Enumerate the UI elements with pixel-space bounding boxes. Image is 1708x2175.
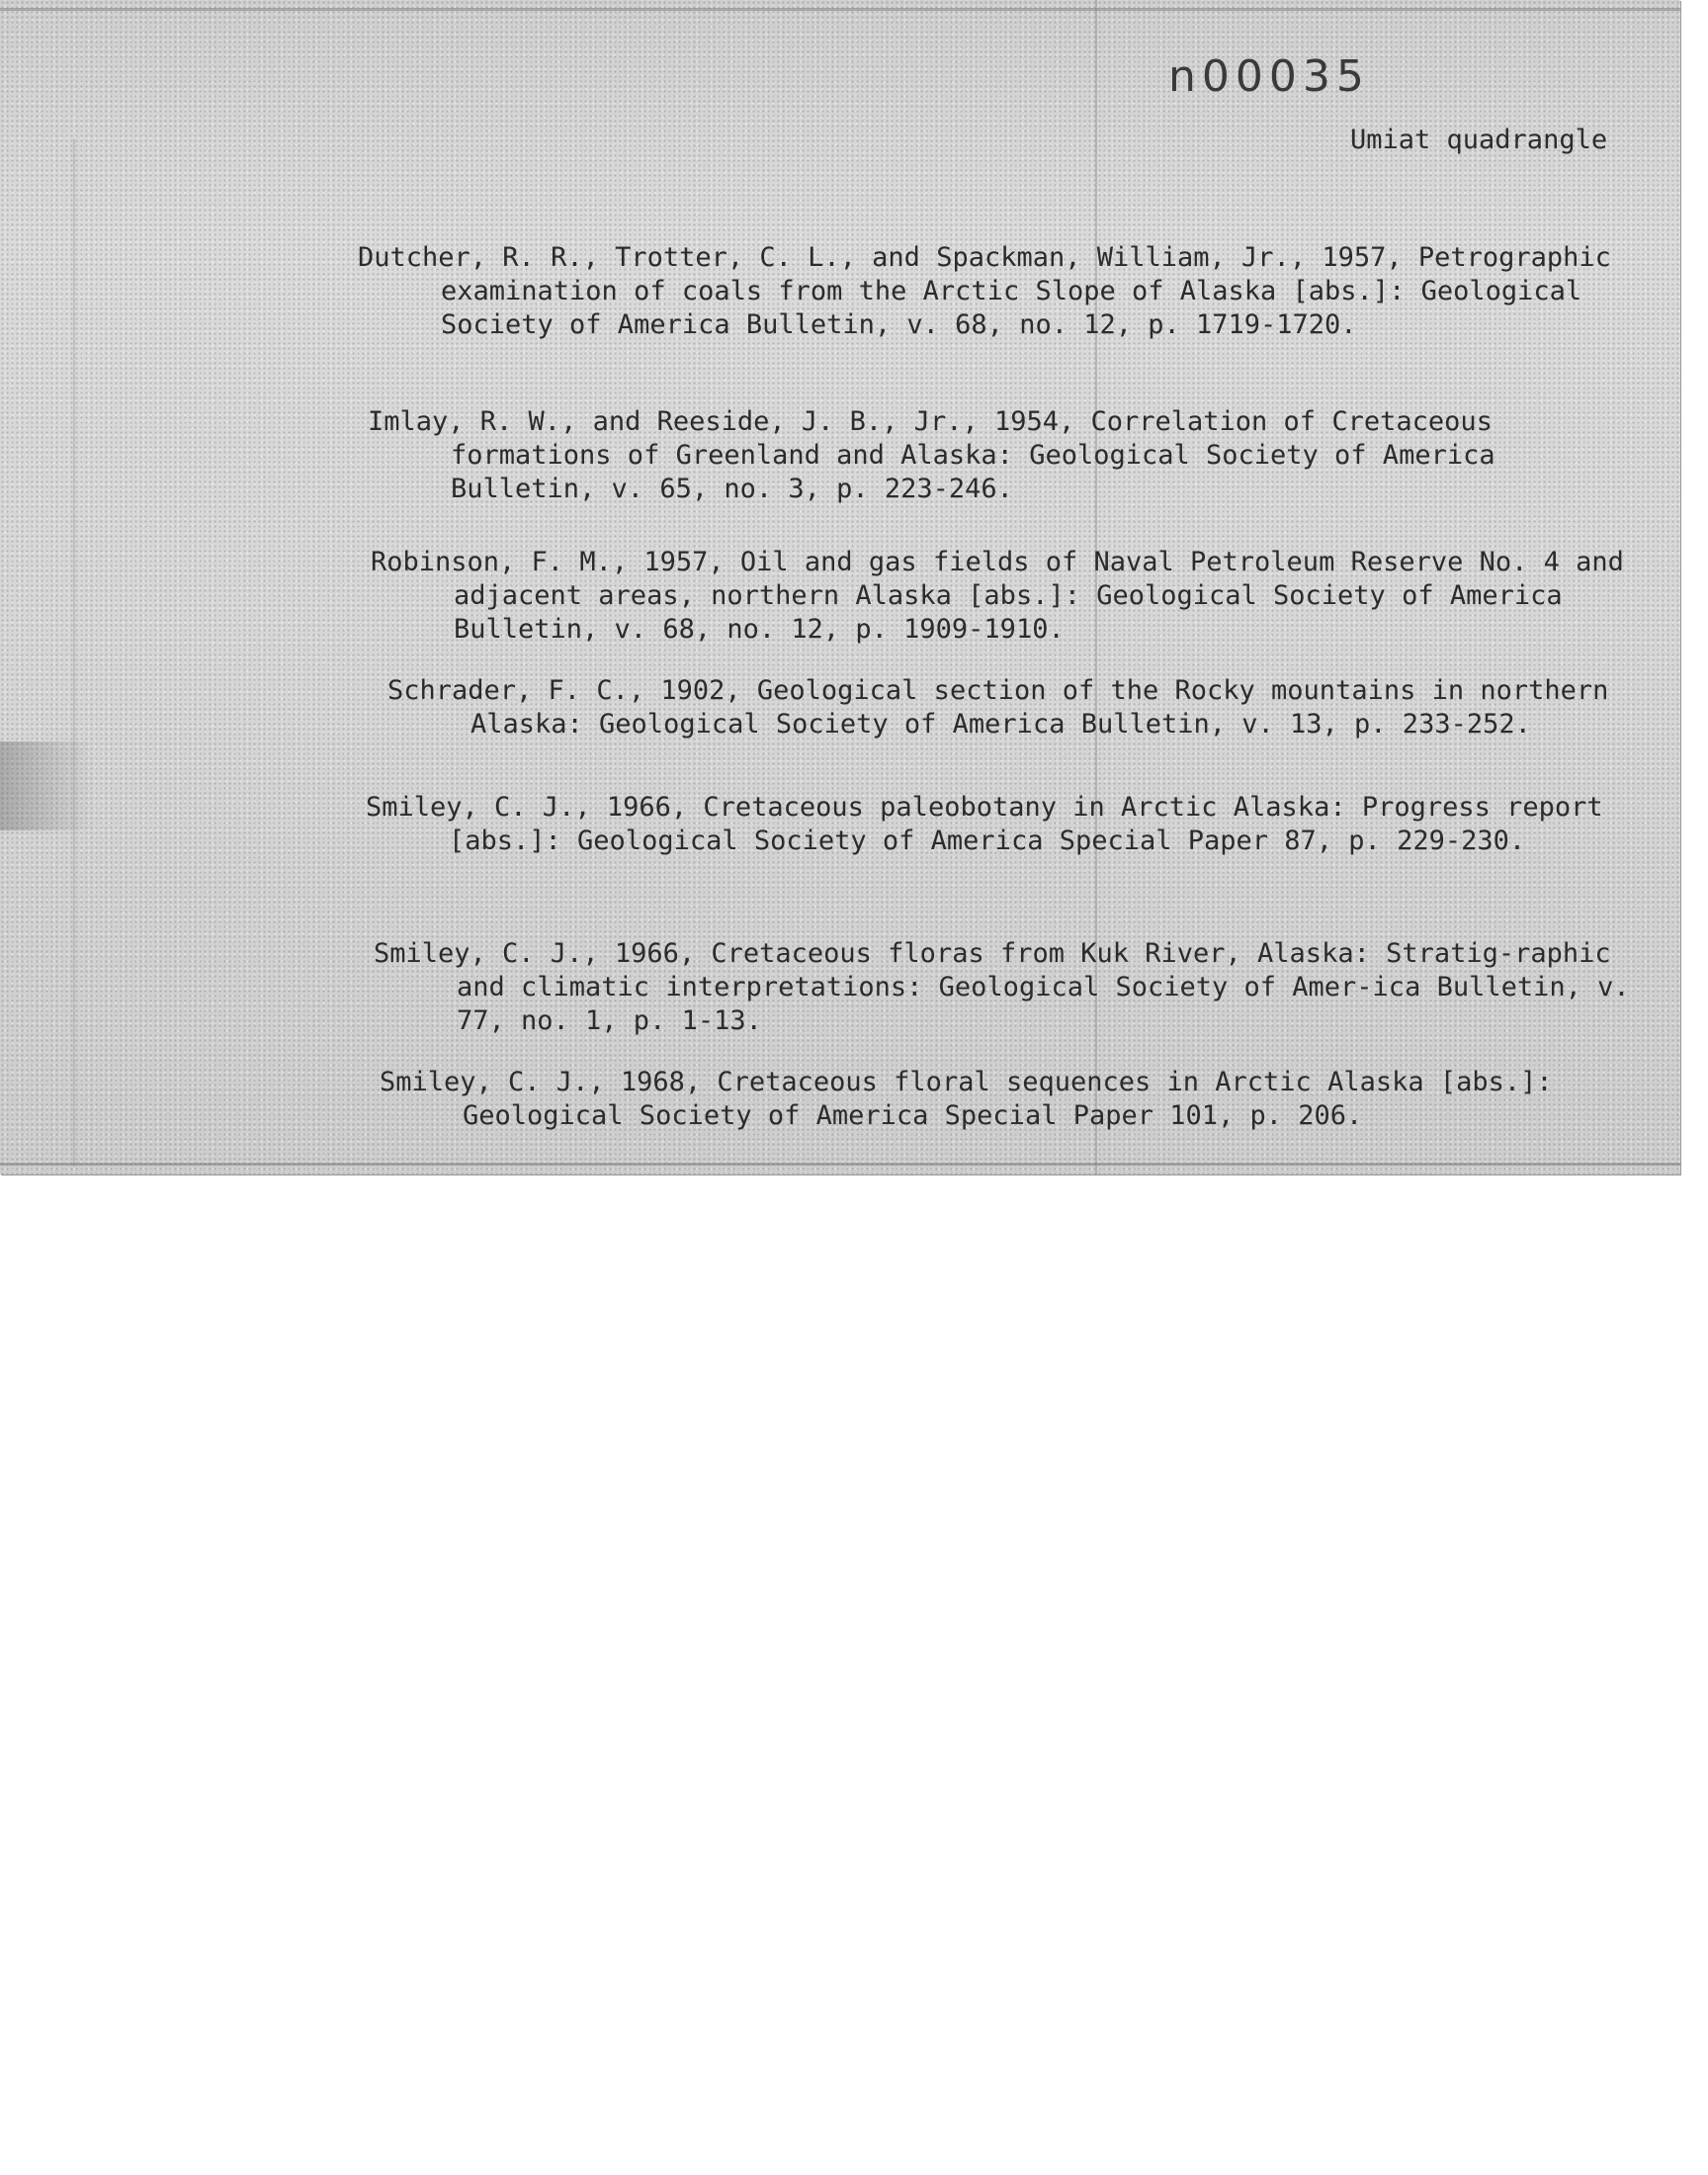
document-number: n00035 (1168, 51, 1370, 102)
reference-entry: Imlay, R. W., and Reeside, J. B., Jr., 1954, Correlation of Cretaceous formations of Greenland and Alaska: Geological Society of America Bulletin, v. 65, no. 3, p. 223-246. (368, 406, 1495, 504)
card-top-edge (0, 8, 1680, 11)
quadrangle-label: Umiat quadrangle (1350, 125, 1608, 155)
scan-smudge (0, 741, 94, 830)
card-bottom-edge (0, 1163, 1680, 1166)
reference-entry: Smiley, C. J., 1968, Cretaceous floral sequences in Arctic Alaska [abs.]: Geological Society of America Special Paper 101, p. 206. (380, 1067, 1553, 1131)
reference-entry: Schrader, F. C., 1902, Geological section of the Rocky mountains in northern Alaska: Geological Society of America Bulletin, v. 13, p. 233-252. (387, 675, 1609, 740)
reference-entry: Smiley, C. J., 1966, Cretaceous floras from Kuk River, Alaska: Stratig-raphic and climatic interpretations: Geological Society of Amer-ica Bulletin, v. 77, no. 1, p. 1-13. (374, 938, 1630, 1036)
reference-entry: Robinson, F. M., 1957, Oil and gas fields of Naval Petroleum Reserve No. 4 and adjacent areas, northern Alaska [abs.]: Geological Society of America Bulletin, v. 68, no. 12, p. 1909-1910. (371, 547, 1624, 645)
left-margin-line (73, 138, 75, 1167)
reference-entry: Smiley, C. J., 1966, Cretaceous paleobotany in Arctic Alaska: Progress report [abs.]: Geological Society of America Special Paper 87, p. 229-230. (366, 792, 1603, 856)
reference-entry: Dutcher, R. R., Trotter, C. L., and Spackman, William, Jr., 1957, Petrographic examination of coals from the Arctic Slope of Alaska [abs.]: Geological Society of America Bulletin, v. 68, no. 12, p. 1719-1720. (358, 242, 1611, 340)
